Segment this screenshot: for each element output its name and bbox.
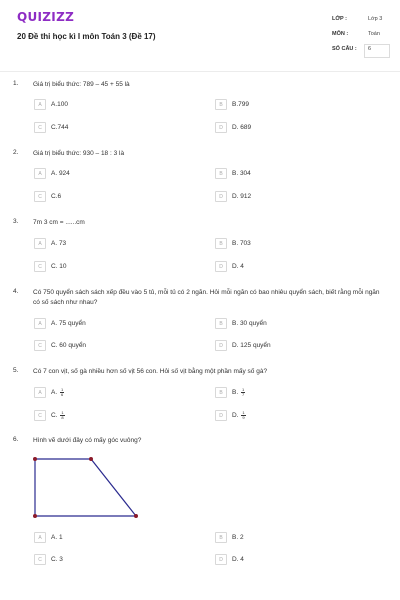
- fraction-denominator: 6: [60, 392, 64, 397]
- option-letter: A: [34, 168, 46, 179]
- option-text: D.: [232, 412, 239, 420]
- meta-subject-value: Toán: [368, 31, 380, 37]
- option-text: C.744: [51, 124, 69, 131]
- option-text: B. 703: [232, 240, 251, 247]
- option-a[interactable]: [34, 318, 184, 330]
- option-letter: C: [34, 261, 46, 272]
- option-text: A.: [51, 389, 58, 397]
- option-b[interactable]: [215, 387, 365, 399]
- fraction: [241, 388, 245, 397]
- option-d[interactable]: [215, 410, 365, 422]
- meta-subject: [332, 31, 384, 41]
- question-number: 6.: [13, 436, 19, 443]
- meta-grade-value: Lớp 3: [368, 16, 383, 22]
- option-text: B. 304: [232, 170, 251, 177]
- question-text: Giá trị biểu thức: 930 – 18 : 3 là: [33, 150, 125, 157]
- fraction-numerator: 1: [61, 410, 64, 415]
- fraction: [60, 388, 64, 397]
- fraction-numerator: 1: [60, 387, 64, 392]
- option-text: C. 60 quyển: [51, 342, 87, 349]
- fraction-denominator: 9: [242, 415, 245, 420]
- option-text: D. 4: [232, 263, 244, 270]
- option-text: A. 924: [51, 170, 70, 177]
- option-c[interactable]: [34, 122, 184, 134]
- option-text: B.799: [232, 101, 249, 108]
- option-text: A. 75 quyển: [51, 320, 86, 327]
- option-text: A.100: [51, 101, 68, 108]
- option-letter: D: [215, 410, 227, 421]
- option-a[interactable]: [34, 238, 184, 250]
- option-c[interactable]: [34, 340, 184, 352]
- question-text: Có 7 con vịt, số gà nhiều hơn số vịt 56 con. Hỏi số vịt bằng một phần mấy số gà?: [33, 368, 268, 375]
- question-text: Hình vẽ dưới đây có mấy góc vuông?: [33, 437, 142, 444]
- option-c[interactable]: [34, 410, 184, 422]
- question-text: Giá trị biểu thức: 789 – 45 + 55 là: [33, 81, 130, 88]
- fraction-numerator: 1: [242, 410, 245, 415]
- option-text: A. 73: [51, 240, 67, 247]
- option-letter: C: [34, 554, 46, 565]
- fraction-numerator: 1: [241, 387, 245, 392]
- option-letter: B: [215, 318, 227, 329]
- option-letter: D: [215, 340, 227, 351]
- option-d[interactable]: [215, 340, 365, 352]
- option-letter: A: [34, 318, 46, 329]
- option-d[interactable]: [215, 554, 365, 566]
- option-letter: A: [34, 532, 46, 543]
- trapezoid-shape: [35, 459, 136, 516]
- option-text: D. 912: [232, 193, 252, 200]
- question-text: 7m 3 cm = ......cm: [33, 219, 85, 226]
- question-number: 5.: [13, 367, 19, 374]
- option-b[interactable]: [215, 532, 365, 544]
- meta-grade: [332, 16, 384, 26]
- meta-count: [332, 46, 384, 56]
- vertex-point: [33, 514, 37, 518]
- option-letter: B: [215, 99, 227, 110]
- option-a[interactable]: [34, 387, 184, 399]
- option-d[interactable]: [215, 191, 365, 203]
- option-letter: D: [215, 122, 227, 133]
- option-letter: D: [215, 554, 227, 565]
- option-text: D. 689: [232, 124, 252, 131]
- fraction: [241, 411, 245, 420]
- meta-subject-label: MÔN :: [332, 31, 349, 37]
- option-letter: A: [34, 238, 46, 249]
- option-text: A. 1: [51, 534, 63, 541]
- option-b[interactable]: [215, 318, 365, 330]
- quizizz-logo: QUIZIZZ: [17, 10, 75, 24]
- option-letter: C: [34, 340, 46, 351]
- option-letter: D: [215, 191, 227, 202]
- option-b[interactable]: [215, 238, 365, 250]
- page-title: 20 Đề thi học kì I môn Toán 3 (Đề 17): [17, 32, 156, 41]
- vertex-point: [134, 514, 138, 518]
- meta-count-label: SỐ CÂU :: [332, 46, 357, 52]
- fraction-denominator: 8: [61, 415, 64, 420]
- meta-count-value: 6: [368, 46, 372, 52]
- option-d[interactable]: [215, 122, 365, 134]
- option-text: B. 2: [232, 534, 244, 541]
- option-c[interactable]: [34, 261, 184, 273]
- option-d[interactable]: [215, 261, 365, 273]
- option-a[interactable]: [34, 99, 184, 111]
- option-text: D. 125 quyển: [232, 342, 271, 349]
- option-a[interactable]: [34, 532, 184, 544]
- option-b[interactable]: [215, 99, 365, 111]
- option-letter: B: [215, 238, 227, 249]
- option-text: C. 10: [51, 263, 67, 270]
- option-c[interactable]: [34, 191, 184, 203]
- question-number: 1.: [13, 80, 19, 87]
- option-text: C.6: [51, 193, 62, 200]
- worksheet-header: [0, 0, 400, 72]
- option-text: B. 30 quyển: [232, 320, 267, 327]
- question-number: 3.: [13, 218, 19, 225]
- option-c[interactable]: [34, 554, 184, 566]
- option-text: C. 3: [51, 556, 63, 563]
- vertex-point: [33, 457, 37, 461]
- option-b[interactable]: [215, 168, 365, 180]
- trapezoid-figure: [30, 455, 145, 521]
- meta-grade-label: LỚP :: [332, 16, 347, 22]
- option-text: B.: [232, 389, 239, 397]
- option-letter: A: [34, 99, 46, 110]
- option-letter: B: [215, 532, 227, 543]
- option-text: D. 4: [232, 556, 244, 563]
- option-letter: A: [34, 387, 46, 398]
- header-divider: [0, 71, 400, 72]
- vertex-point: [89, 457, 93, 461]
- option-text: C.: [51, 412, 58, 420]
- option-letter: C: [34, 191, 46, 202]
- option-letter: C: [34, 122, 46, 133]
- option-letter: C: [34, 410, 46, 421]
- option-letter: B: [215, 387, 227, 398]
- option-a[interactable]: [34, 168, 184, 180]
- fraction: [60, 411, 64, 420]
- option-letter: D: [215, 261, 227, 272]
- question-number: 2.: [13, 149, 19, 156]
- fraction-denominator: 7: [241, 392, 245, 397]
- question-number: 4.: [13, 288, 19, 295]
- question-text: Có 750 quyển sách sách xếp đều vào 5 tủ, mỗi tủ có 2 ngăn. Hỏi mỗi ngăn có bao nhiêu quyển sách, biết rằng mỗi ngăn có số sách như nhau?: [33, 289, 380, 306]
- option-letter: B: [215, 168, 227, 179]
